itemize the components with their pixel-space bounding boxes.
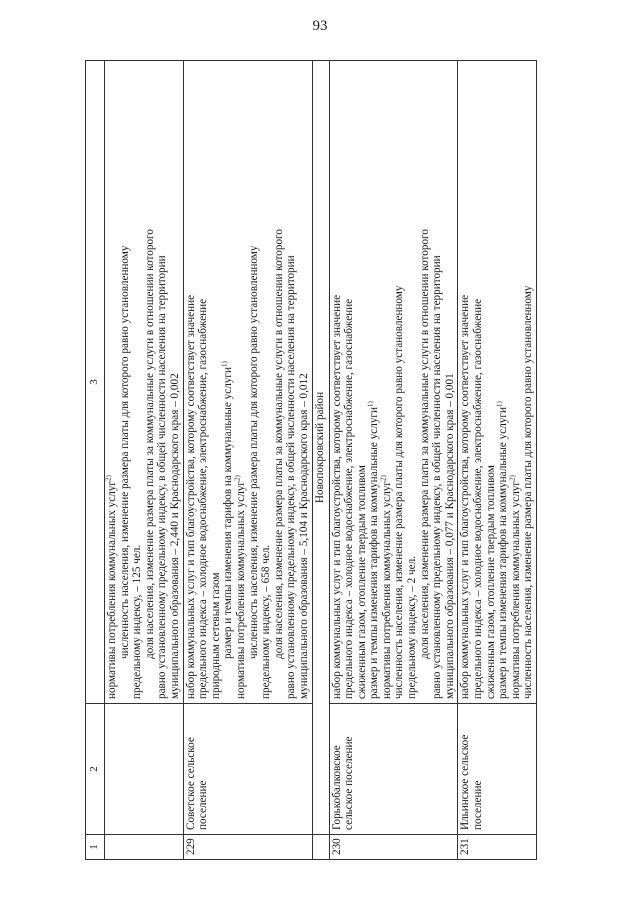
settlement-name: Советское сельское поселение bbox=[183, 704, 312, 835]
cont-line-4: доля населения, изменение размера платы за коммунальные услуги в отношении которого bbox=[143, 229, 156, 659]
r231-line-4: размер и темпы изменения тарифов на коммунальные услуги$^{1)}$ bbox=[495, 401, 510, 699]
r229-line-2: предельного индекса – холодное водоснабжение, электроснабжение, газоснабжение bbox=[197, 298, 210, 699]
row-description-cell bbox=[105, 61, 184, 704]
r230-line-1: набор коммунальных услуг и тип благоустройства, которому соответствует значение bbox=[330, 294, 343, 699]
r229-line-10: муниципального образования – 5,104 и Краснодарского края – 0,012 bbox=[297, 373, 310, 699]
row-number-cell bbox=[105, 835, 184, 860]
header-col-3: 3 bbox=[86, 61, 105, 704]
r231-line-3: сжиженным газом, отопление твердым топливом bbox=[484, 465, 497, 699]
cont-line-3: предельному индексу, – 125 чел. bbox=[131, 544, 144, 699]
row-description-cell bbox=[183, 61, 312, 704]
r229-line-9: равно установленному предельному индексу, в общей численности населения на территории bbox=[285, 255, 298, 699]
r230-line-8: доля населения, изменение размера платы за коммунальные услуги в отношении которого bbox=[418, 229, 431, 659]
r230-line-10: муниципального образования – 0,077 и Краснодарского края – 0,001 bbox=[443, 373, 456, 699]
r230-line-9: равно установленному предельному индексу, в общей численности населения на территории bbox=[431, 255, 444, 699]
page-number: 93 bbox=[312, 18, 328, 34]
table-row-231 bbox=[458, 61, 537, 860]
cont-line-2: численность населения, изменение размера платы для которого равно установленному bbox=[118, 245, 131, 659]
row-number: 229 bbox=[183, 835, 312, 860]
table-row-230 bbox=[329, 61, 458, 860]
r229-line-6: численность населения, изменение размера платы для которого равно установленному bbox=[247, 245, 260, 659]
r230-line-3: сжиженным газом, отопление твердым топливом bbox=[355, 465, 368, 699]
cont-line-5: равно установленному предельному индексу, в общей численности населения на территории bbox=[156, 255, 169, 699]
data-table bbox=[85, 60, 537, 860]
row-description-cell bbox=[329, 61, 458, 704]
r230-line-6: численность населения, изменение размера платы для которого равно установленному bbox=[393, 285, 406, 699]
r231-line-1: набор коммунальных услуг и тип благоустройства, которому соответствует значение bbox=[459, 294, 472, 699]
district-row bbox=[312, 61, 329, 860]
row-name-cell bbox=[105, 704, 184, 835]
row-description-cell bbox=[458, 61, 537, 704]
header-row bbox=[86, 61, 105, 860]
r231-line-2: предельного индекса – холодное водоснабжение, электроснабжение, газоснабжение bbox=[472, 298, 485, 699]
r229-line-3: природным сетевым газом bbox=[209, 572, 222, 699]
r229-line-4: размер и темпы изменения тарифов на коммунальные услуги$^{1)}$ bbox=[220, 361, 235, 659]
district-empty-cell bbox=[312, 835, 329, 860]
settlement-name: Горькобалковское сельское поселение bbox=[329, 704, 458, 835]
rotated-table-container bbox=[85, 60, 585, 860]
settlement-name: Ильинское сельское поселение bbox=[458, 704, 537, 835]
r230-line-4: размер и темпы изменения тарифов на коммунальные услуги$^{1)}$ bbox=[366, 401, 381, 699]
r230-line-7: предельному индексу, – 2 чел. bbox=[406, 555, 419, 699]
header-col-2: 2 bbox=[86, 704, 105, 835]
r229-line-8: доля населения, изменение размера платы за коммунальные услуги в отношении которого bbox=[272, 229, 285, 659]
r231-line-5: нормативы потребления коммунальных услуг$^{2)}$ bbox=[508, 475, 522, 699]
r230-line-5: нормативы потребления коммунальных услуг$^{2)}$ bbox=[379, 475, 393, 699]
r229-line-5: нормативы потребления коммунальных услуг$^{2)}$ bbox=[233, 475, 247, 699]
r229-line-7: предельному индексу, – 658 чел. bbox=[260, 544, 273, 699]
r230-line-2: предельного индекса – холодное водоснабжение, электроснабжение, газоснабжение bbox=[343, 298, 356, 699]
r231-line-6: численность населения, изменение размера платы для которого равно установленному bbox=[522, 285, 535, 699]
row-number: 230 bbox=[329, 835, 458, 860]
table-row-continued bbox=[105, 61, 184, 860]
cont-line-6: муниципального образования – 2,440 и Краснодарского края – 0,002 bbox=[168, 373, 181, 699]
district-name: Новопокровский район bbox=[312, 61, 329, 835]
header-col-1: 1 bbox=[86, 835, 105, 860]
r229-line-1: набор коммунальных услуг и тип благоустройства, которому соответствует значение bbox=[184, 294, 197, 699]
cont-line-1: нормативы потребления коммунальных услуг$^{2)}$ bbox=[104, 475, 118, 699]
table-row-229 bbox=[183, 61, 312, 860]
row-number: 231 bbox=[458, 835, 537, 860]
